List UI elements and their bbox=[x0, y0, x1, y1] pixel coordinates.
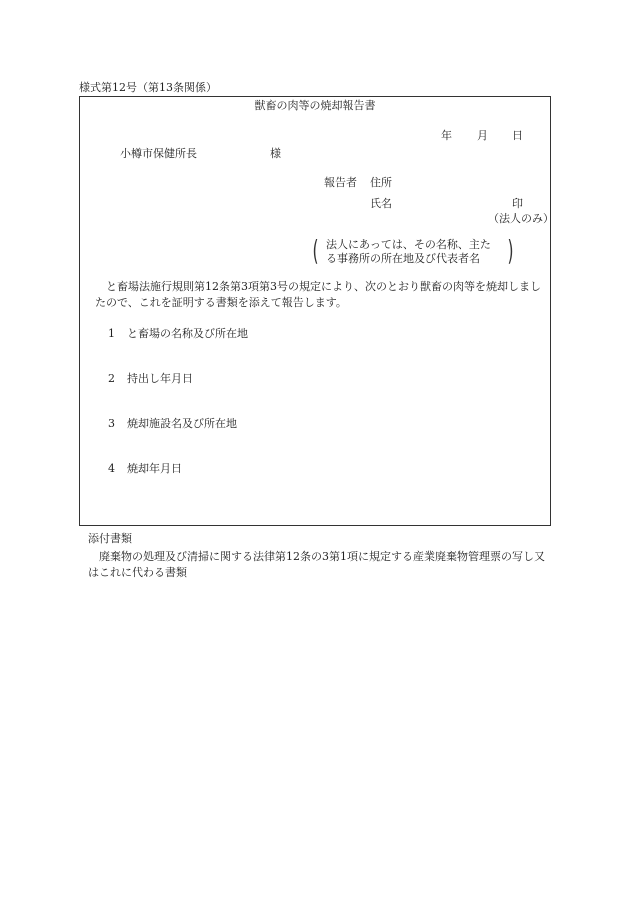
addressee-honorific: 様 bbox=[270, 147, 281, 160]
document-title: 獣畜の肉等の焼却報告書 bbox=[254, 99, 376, 112]
item-number: 2 bbox=[108, 372, 115, 385]
item-label-incineration-date: 焼却年月日 bbox=[127, 462, 182, 475]
item-label-removal-date: 持出し年月日 bbox=[127, 372, 193, 385]
corp-note-line-1: 法人にあっては、その名称、主た bbox=[326, 238, 491, 251]
left-bracket: ( bbox=[312, 234, 319, 267]
item-number: 3 bbox=[108, 417, 115, 430]
reporter-address-label: 住所 bbox=[370, 176, 392, 189]
item-label-incineration-facility: 焼却施設名及び所在地 bbox=[127, 417, 237, 430]
item-number: 1 bbox=[108, 327, 115, 340]
corp-note-line-2: る事務所の所在地及び代表者名 bbox=[326, 252, 480, 265]
seal-mark: 印 bbox=[512, 197, 523, 210]
item-label-slaughterhouse: と畜場の名称及び所在地 bbox=[127, 327, 248, 340]
form-number: 様式第12号（第13条関係） bbox=[79, 81, 217, 94]
date-year-label: 年 bbox=[441, 129, 452, 142]
reporter-name-label: 氏名 bbox=[370, 197, 392, 210]
attachments-heading: 添付書類 bbox=[88, 532, 132, 545]
corporation-only-note: （法人のみ） bbox=[488, 212, 554, 225]
right-bracket: ) bbox=[507, 234, 514, 267]
date-day-label: 日 bbox=[512, 129, 523, 142]
body-paragraph: と畜場法施行規則第12条第3項第3号の規定により、次のとおり獣畜の肉等を焼却しましたので、これを証明する書類を添えて報告します。 bbox=[95, 280, 541, 309]
reporter-label: 報告者 bbox=[324, 176, 357, 189]
attachments-text: 廃棄物の処理及び清掃に関する法律第12条の3第1項に規定する産業廃棄物管理票の写し又はこれに代わる書類 bbox=[88, 550, 545, 579]
date-month-label: 月 bbox=[477, 129, 488, 142]
addressee-name: 小樽市保健所長 bbox=[120, 147, 197, 160]
corporation-name-note bbox=[310, 236, 516, 266]
item-number: 4 bbox=[108, 462, 115, 475]
